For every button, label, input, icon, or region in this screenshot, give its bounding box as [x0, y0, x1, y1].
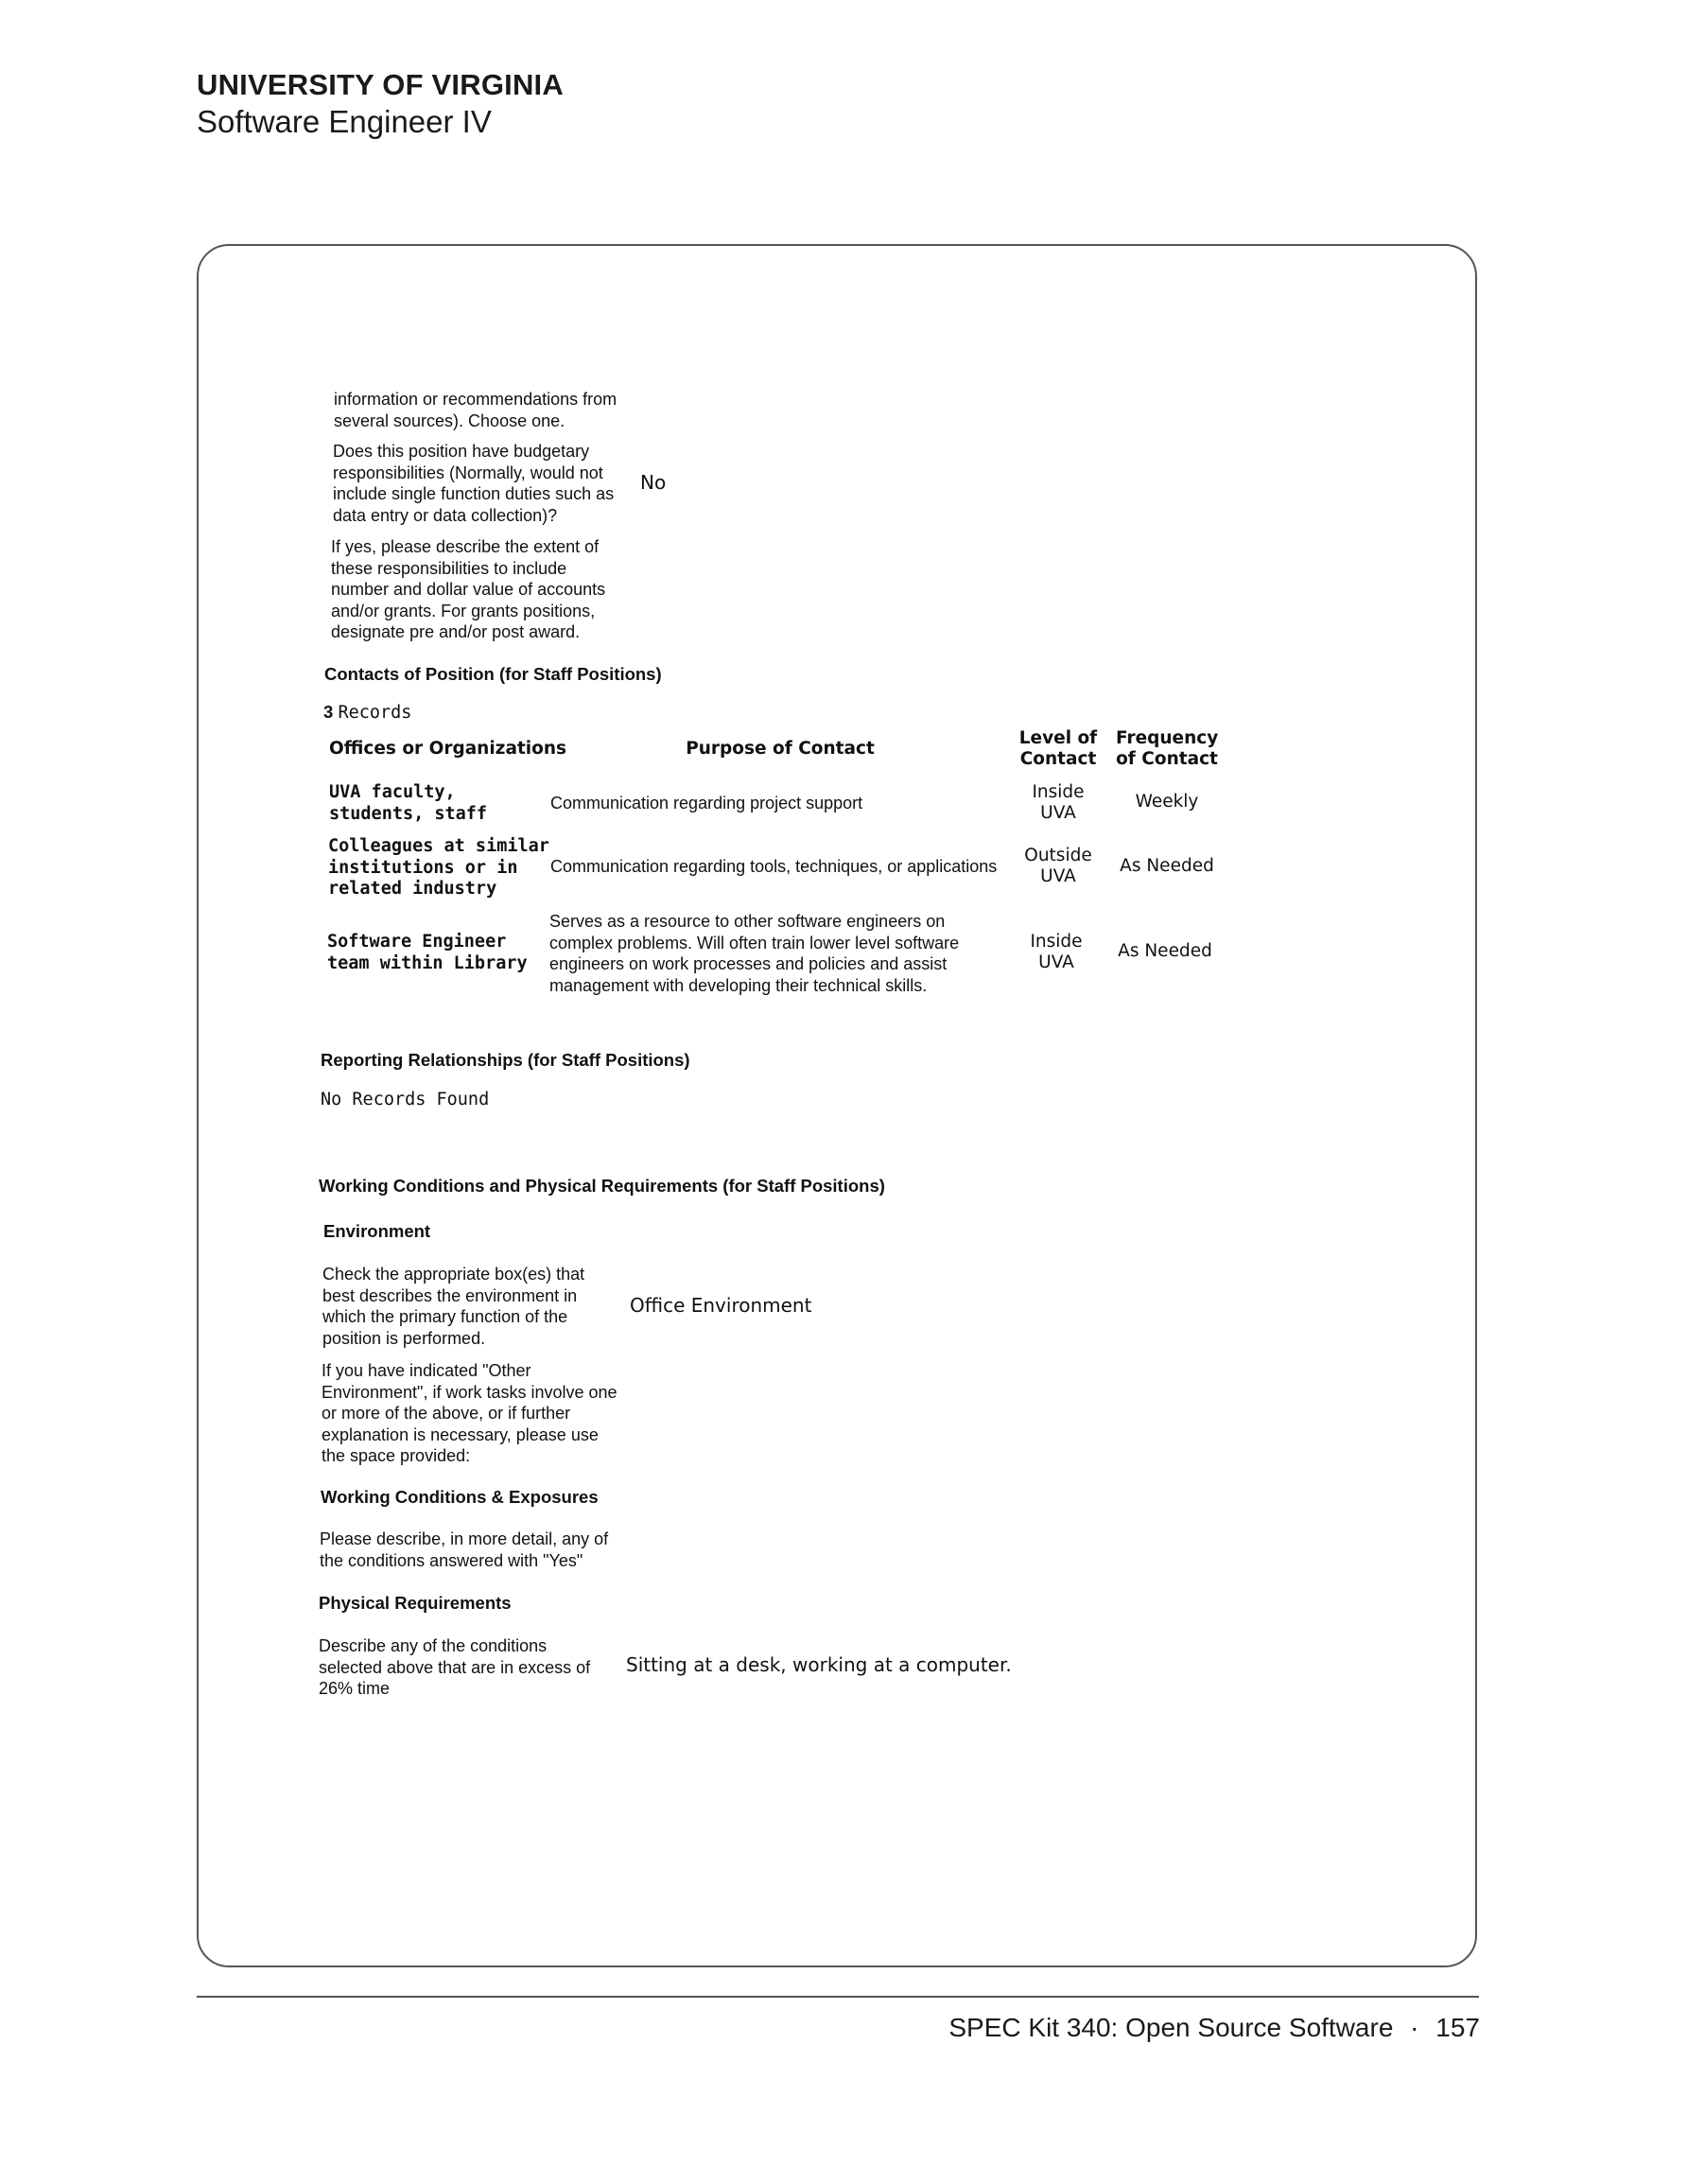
row-frequency: As Needed [1118, 941, 1212, 961]
other-environment-note: If you have indicated "Other Environment", if work tasks involve one or more of the above, or if further explanation is necessary, please use the space provided: [322, 1361, 617, 1465]
reporting-empty-text: No Records Found [321, 1090, 490, 1109]
col-header-frequency: Frequency of Contact [1116, 728, 1219, 769]
page-number: 157 [1435, 2013, 1480, 2042]
row-frequency: Weekly [1135, 792, 1199, 812]
physical-question: Describe any of the conditions selected above that are in excess of 26% time [319, 1636, 591, 1698]
row-frequency: As Needed [1120, 856, 1214, 876]
row-level: Inside UVA [1032, 782, 1085, 823]
budget-intro-tail: information or recommendations from several sources). Choose one. [334, 390, 617, 430]
budget-question: Does this position have budgetary responsibilities (Normally, would not include single function duties such as data entry or data collection)? [333, 442, 615, 525]
row-office: Colleagues at similar institutions or in related industry [328, 836, 549, 899]
row-office: Software Engineer team within Library [327, 932, 528, 973]
records-count-number: 3 [323, 702, 334, 722]
exposures-question: Please describe, in more detail, any of the conditions answered with "Yes" [320, 1529, 609, 1570]
col-header-office: Offices or Organizations [329, 739, 567, 759]
row-level: Inside UVA [1030, 932, 1083, 972]
budget-followup: If yes, please describe the extent of these responsibilities to include number and dollar value of accounts and/or grants. For grants positions, designate pre and/or post award. [331, 537, 606, 641]
footer-rule [197, 1996, 1479, 1998]
footer [948, 2013, 1480, 2043]
records-count-label: Records [338, 703, 412, 723]
row-office: UVA faculty, students, staff [329, 782, 488, 824]
position-title: Software Engineer IV [197, 104, 492, 139]
records-count [323, 702, 411, 723]
row-purpose: Serves as a resource to other software engineers on complex problems. Will often train lower level software engineers on work processes and policies and assist management with developing their technical skills. [549, 912, 960, 995]
contacts-heading: Contacts of Position (for Staff Positions) [324, 664, 662, 684]
footer-title: SPEC Kit 340: Open Source Software [948, 2013, 1394, 2042]
col-header-purpose: Purpose of Contact [686, 739, 875, 759]
row-purpose: Communication regarding project support [550, 794, 863, 812]
environment-answer: Office Environment [630, 1294, 812, 1317]
row-purpose: Communication regarding tools, techniques, or applications [550, 857, 998, 876]
working-heading: Working Conditions and Physical Requirements (for Staff Positions) [319, 1176, 885, 1196]
physical-answer: Sitting at a desk, working at a computer. [626, 1653, 1012, 1676]
row-level: Outside UVA [1024, 846, 1092, 886]
environment-heading: Environment [323, 1221, 431, 1241]
environment-question: Check the appropriate box(es) that best describes the environment in which the primary function of the position is performed. [322, 1265, 585, 1348]
footer-separator: · [1410, 2013, 1419, 2042]
exposures-heading: Working Conditions & Exposures [321, 1487, 599, 1507]
budget-answer: No [640, 471, 667, 494]
physical-heading: Physical Requirements [319, 1593, 512, 1613]
reporting-heading: Reporting Relationships (for Staff Positions) [321, 1050, 690, 1070]
institution-name: UNIVERSITY OF VIRGINIA [197, 68, 564, 101]
col-header-level: Level of Contact [1018, 728, 1098, 769]
